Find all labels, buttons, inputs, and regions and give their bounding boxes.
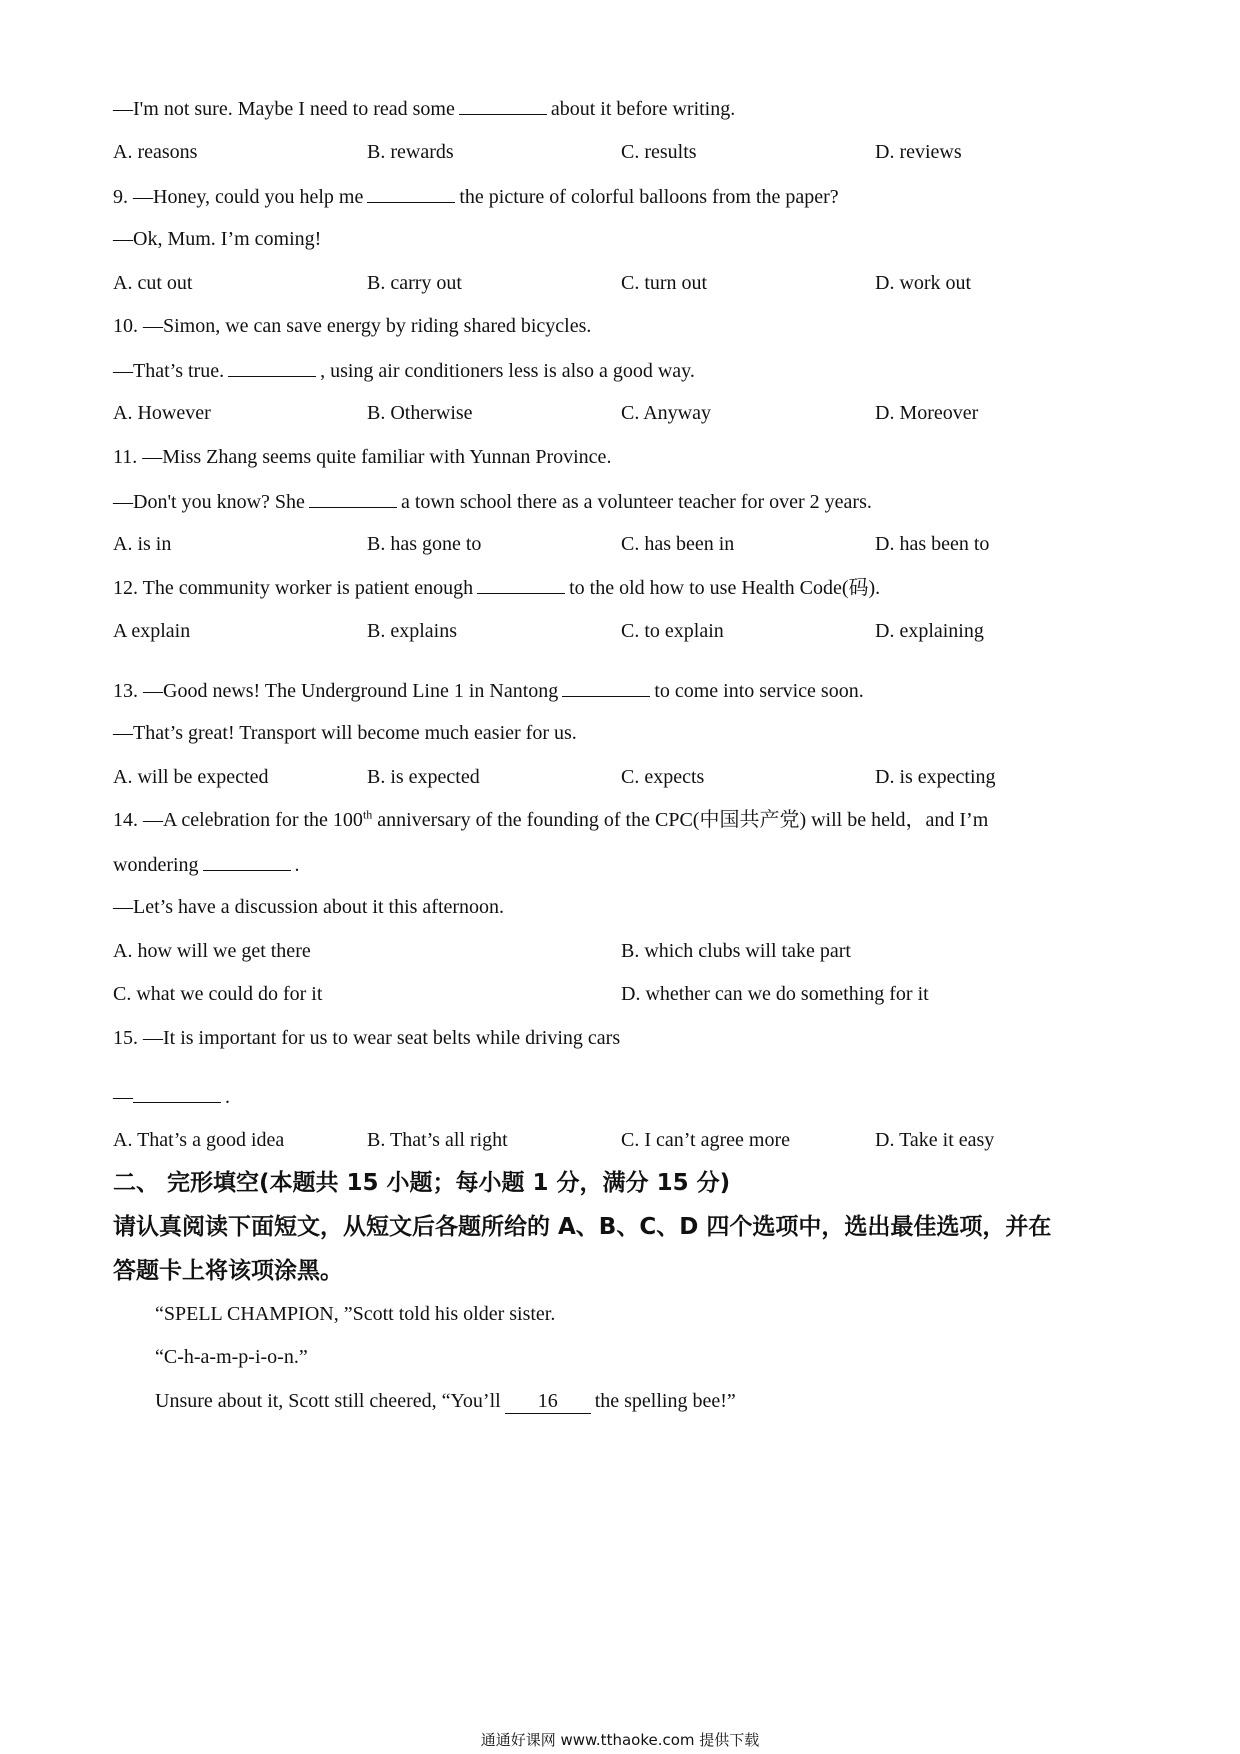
q14-stem-c-tail: . <box>294 854 300 876</box>
option-d[interactable]: D. reviews <box>875 141 962 163</box>
option-c[interactable]: C. expects <box>621 766 705 788</box>
q13-reply: —That’s great! Transport will become much easier for us. <box>113 722 577 744</box>
q14-stem-sup: th <box>362 807 373 822</box>
q14-reply: —Let’s have a discussion about it this afternoon. <box>113 896 505 918</box>
q15-reply <box>113 1084 230 1109</box>
option-c[interactable]: C. to explain <box>621 620 724 642</box>
q15-reply-prefix: — <box>113 1086 133 1108</box>
option-c[interactable]: C. results <box>621 141 697 163</box>
answer-blank <box>367 184 455 203</box>
q13-stem <box>113 678 864 703</box>
q10-reply-tail: , using air conditioners less is also a good way. <box>320 360 695 382</box>
option-a[interactable]: A explain <box>113 620 191 642</box>
answer-blank <box>309 489 397 508</box>
q9-stem-tail: the picture of colorful balloons from the paper? <box>459 186 839 208</box>
answer-blank <box>562 678 650 697</box>
answer-blank <box>203 852 291 871</box>
passage-paragraph-1: “SPELL CHAMPION, ”Scott told his older sister. <box>155 1303 556 1325</box>
q10-reply-text: —That’s true. <box>113 360 225 382</box>
option-b[interactable]: B. is expected <box>367 766 480 788</box>
q11-reply-text: —Don't you know? She <box>113 491 305 513</box>
option-c[interactable]: C. what we could do for it <box>113 983 323 1005</box>
option-b[interactable]: B. explains <box>367 620 457 642</box>
option-a[interactable]: A. reasons <box>113 141 198 163</box>
option-d[interactable]: D. is expecting <box>875 766 996 788</box>
answer-blank <box>133 1084 221 1103</box>
option-c[interactable]: C. Anyway <box>621 402 711 424</box>
q14-stem-b: anniversary of the founding of the CPC(中国共产党) will be held，and I’m <box>372 809 989 831</box>
q11-reply-tail: a town school there as a volunteer teacher for over 2 years. <box>400 491 872 513</box>
q14-stem <box>113 808 988 832</box>
q8-text-tail: about it before writing. <box>550 98 736 120</box>
page-footer: 通通好课网 www.tthaoke.com 提供下载 <box>480 1731 760 1749</box>
q14-stem-cont <box>113 852 300 877</box>
q9-stem <box>113 184 839 209</box>
answer-blank <box>477 575 565 594</box>
q14-stem-a: 14. —A celebration for the 100 <box>113 809 363 831</box>
q10-reply <box>113 358 695 383</box>
option-a[interactable]: A. That’s a good idea <box>113 1129 285 1151</box>
q13-stem-text: 13. —Good news! The Underground Line 1 in Nantong <box>113 680 559 702</box>
option-d[interactable]: D. has been to <box>875 533 990 555</box>
option-b[interactable]: B. Otherwise <box>367 402 473 424</box>
option-a[interactable]: A. cut out <box>113 272 193 294</box>
q10-stem: 10. —Simon, we can save energy by riding shared bicycles. <box>113 315 592 337</box>
q15-reply-tail: . <box>225 1086 230 1108</box>
q13-stem-tail: to come into service soon. <box>654 680 864 702</box>
option-d[interactable]: D. Moreover <box>875 402 979 424</box>
section-heading: 二、 完形填空(本题共 15 小题；每小题 1 分，满分 15 分) <box>113 1170 731 1196</box>
cloze-blank-16: 16 <box>505 1389 591 1414</box>
q11-reply <box>113 489 872 514</box>
q11-stem: 11. —Miss Zhang seems quite familiar with Yunnan Province. <box>113 446 612 468</box>
section-instruction-2: 答题卡上将该项涂黑。 <box>113 1258 343 1284</box>
section-instruction-1: 请认真阅读下面短文，从短文后各题所给的 A、B、C、D 四个选项中，选出最佳选项，并在 <box>113 1214 1052 1240</box>
option-c[interactable]: C. has been in <box>621 533 735 555</box>
q14-stem-c: wondering <box>113 854 199 876</box>
option-b[interactable]: B. carry out <box>367 272 462 294</box>
q15-stem: 15. —It is important for us to wear seat belts while driving cars <box>113 1027 621 1049</box>
option-d[interactable]: D. work out <box>875 272 972 294</box>
option-b[interactable]: B. which clubs will take part <box>621 940 851 962</box>
q8-text: —I'm not sure. Maybe I need to read some <box>113 98 455 120</box>
option-b[interactable]: B. That’s all right <box>367 1129 508 1151</box>
q8-line <box>113 96 735 121</box>
answer-blank <box>459 96 547 115</box>
q12-stem <box>113 575 880 600</box>
option-d[interactable]: D. explaining <box>875 620 984 642</box>
option-d[interactable]: D. whether can we do something for it <box>621 983 929 1005</box>
passage-p3-b: the spelling bee!” <box>594 1390 736 1412</box>
option-c[interactable]: C. turn out <box>621 272 708 294</box>
option-a[interactable]: A. will be expected <box>113 766 269 788</box>
q12-stem-tail: to the old how to use Health Code(码). <box>569 577 881 599</box>
option-a[interactable]: A. is in <box>113 533 172 555</box>
passage-p3-a: Unsure about it, Scott still cheered, “You’ll <box>155 1390 501 1412</box>
passage-paragraph-3 <box>155 1389 736 1414</box>
option-b[interactable]: B. has gone to <box>367 533 482 555</box>
option-b[interactable]: B. rewards <box>367 141 454 163</box>
q9-reply: —Ok, Mum. I’m coming! <box>113 228 322 250</box>
option-a[interactable]: A. how will we get there <box>113 940 311 962</box>
option-a[interactable]: A. However <box>113 402 211 424</box>
option-c[interactable]: C. I can’t agree more <box>621 1129 790 1151</box>
passage-paragraph-2: “C-h-a-m-p-i-o-n.” <box>155 1346 308 1368</box>
q9-stem-text: 9. —Honey, could you help me <box>113 186 364 208</box>
option-d[interactable]: D. Take it easy <box>875 1129 995 1151</box>
q12-stem-text: 12. The community worker is patient enough <box>113 577 474 599</box>
answer-blank <box>228 358 316 377</box>
